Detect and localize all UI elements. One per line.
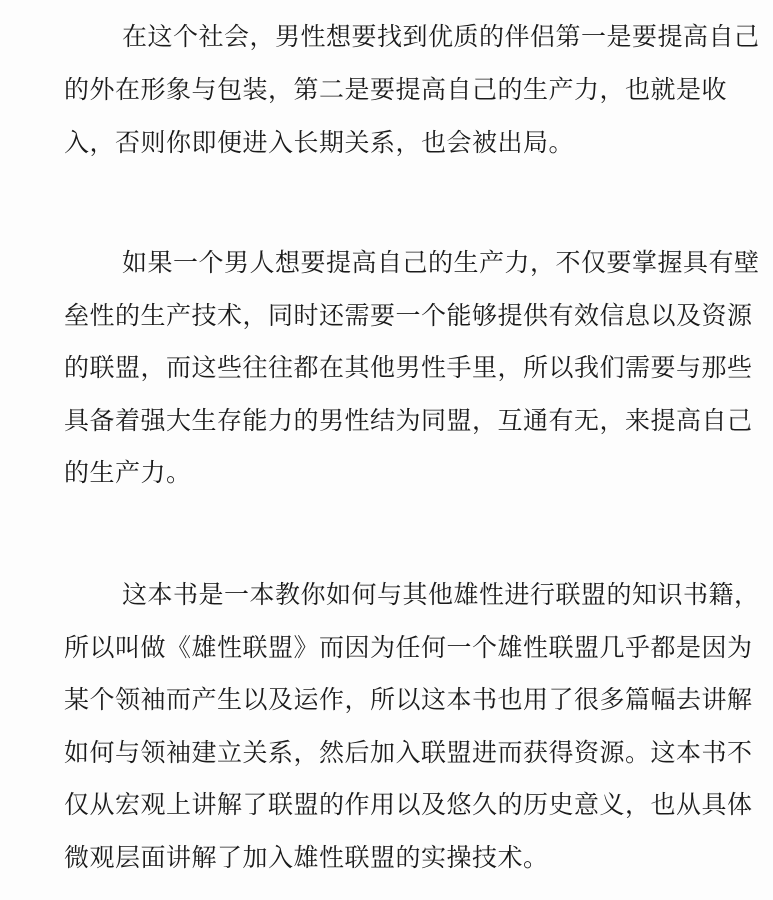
text-line: 仅从宏观上讲解了联盟的作用以及悠久的历史意义，也从具体	[64, 790, 753, 819]
text-line: 如果一个男人想要提高自己的生产力，不仅要掌握具有壁	[122, 248, 760, 277]
text-line: 某个领袖而产生以及运作，所以这本书也用了很多篇幅去讲解	[64, 685, 753, 714]
text-line: 的生产力。	[64, 458, 192, 487]
text-line: 微观层面讲解了加入雄性联盟的实操技术。	[64, 842, 549, 872]
paragraph-2	[64, 237, 760, 500]
text-line: 所以叫做《雄性联盟》而因为任何一个雄性联盟几乎都是因为	[64, 632, 753, 662]
text-line: 的外在形象与包装，第二是要提高自己的生产力，也就是收	[64, 75, 728, 104]
text-line: 垒性的生产技术，同时还需要一个能够提供有效信息以及资源	[64, 300, 753, 330]
text-line: 具备着强大生存能力的男性结为同盟，互通有无，来提高自己	[64, 405, 753, 435]
text-line: 如何与领袖建立关系，然后加入联盟进而获得资源。这本书不	[64, 737, 753, 767]
paragraph-1	[64, 10, 760, 169]
text-line: 入，否则你即便进入长期关系，也会被出局。	[64, 128, 575, 157]
text-line: 在这个社会，男性想要找到优质的伴侣第一是要提高自己	[122, 22, 760, 51]
text-line: 的联盟，而这些往往都在其他男性手里，所以我们需要与那些	[64, 353, 753, 382]
text-line: 这本书是一本教你如何与其他雄性进行联盟的知识书籍，	[122, 580, 760, 609]
paragraph-3	[64, 569, 760, 884]
